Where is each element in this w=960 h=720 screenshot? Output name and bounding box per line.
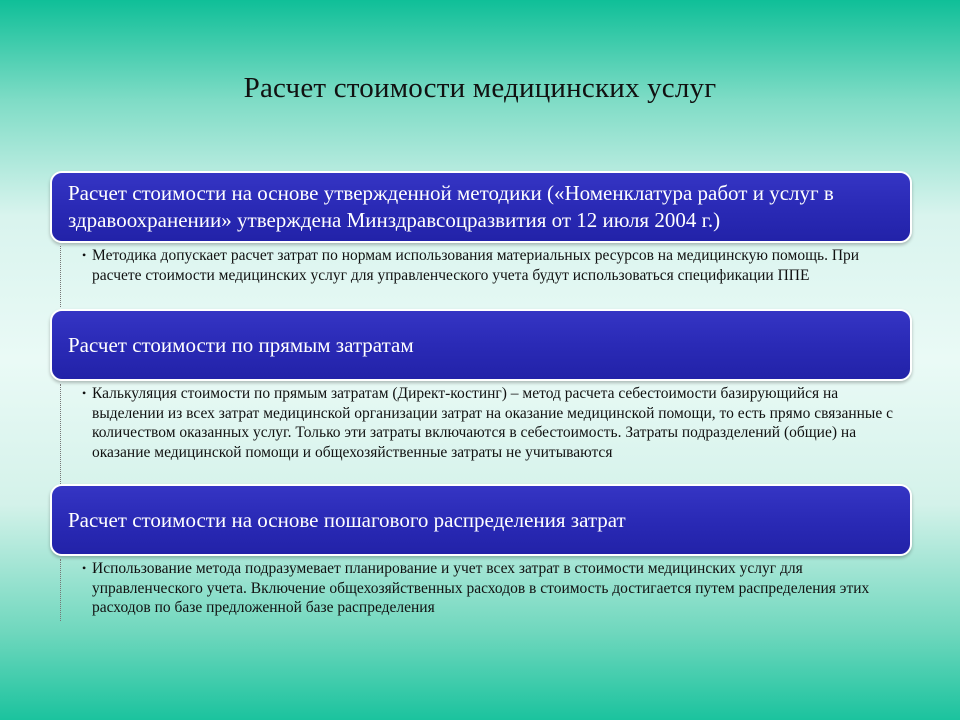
section-heading-text: Расчет стоимости на основе пошагового распределения затрат [68,507,626,532]
detail-text-block [60,246,912,285]
section-detail-direct-costs [60,384,912,484]
section-heading-text: Расчет стоимости по прямым затратам [68,332,414,357]
section-heading-direct-costs [50,309,912,381]
section-heading-step-allocation [50,484,912,556]
section-detail-methodology [60,246,912,307]
detail-text-block [60,559,912,618]
detail-text: Калькуляция стоимости по прямым затратам (Директ-костинг) – метод расчета себестоимости базирующийся на выделении из всех затрат медицинской организации затрат на оказание медицинской помощи, то есть прямо связанные с количеством оказанных услуг. Только эти затраты включаются в себестоимость. Затраты подразделений (общие) на оказание медицинской помощи и общехозяйственные затраты не учитываются [92,385,893,461]
detail-text: Методика допускает расчет затрат по нормам использования материальных ресурсов на медицинскую помощь. При расчете стоимости медицинских услуг для управленческого учета будут использоваться спецификации ППЕ [92,247,860,284]
bullet-icon: • [82,386,87,400]
slide-title: Расчет стоимости медицинских услуг [243,72,717,104]
section-heading-text: Расчет стоимости на основе утвержденной методики («Номенклатура работ и услуг в здравоохранении» утверждена Минздравсоцразвития от 12 июля 2004 г.) [68,181,834,232]
detail-text: Использование метода подразумевает планирование и учет всех затрат в стоимости медицинских услуг для управленческого учета. Включение общехозяйственных расходов в стоимость достигается путем распределения этих расходов по базе предложенной базе распределения [92,560,870,616]
section-heading-methodology [50,171,912,243]
bullet-icon: • [82,561,87,575]
section-detail-step-allocation [60,559,912,621]
detail-text-block [60,384,912,462]
bullet-icon: • [82,248,87,262]
